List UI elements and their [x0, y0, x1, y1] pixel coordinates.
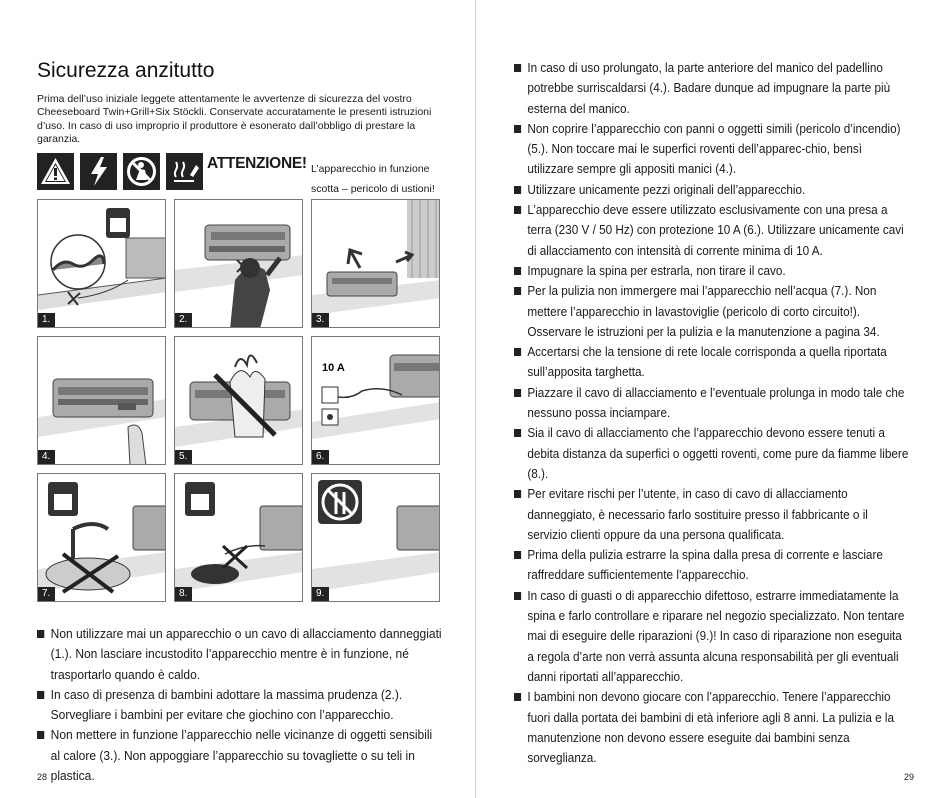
no-children-icon — [123, 153, 160, 190]
figure-4 — [37, 336, 166, 465]
warning-triangle-icon — [37, 153, 74, 190]
electric-shock-icon — [80, 153, 117, 190]
list-item: In caso di uso prolungato, la parte anteriore del manico del padellino potrebbe surriscaldarsi (4.). Badare dunque ad impugnare la parte più esterna del manico. — [514, 58, 911, 119]
illustration-grid — [37, 199, 441, 601]
list-item: Sia il cavo di allacciamento che l’apparecchio devono essere tenuti a debita distanza da superfici o oggetti roventi, come pure da fiamme libere (8.). — [514, 423, 911, 484]
list-item: L’apparecchio deve essere utilizzato esclusivamente con una presa a terra (230 V / 50 Hz) con protezione 10 A (6.). Utilizzare unicamente cavi di allacciamento con intensità di corrente minima di 10 A. — [514, 200, 911, 261]
list-item: In caso di guasti o di apparecchio difettoso, estrarre immediatamente la spina e farlo controllare e riparare nel negozio specializzato. Non tentare mai di eseguire delle riparazioni (9.)! In caso di riparazione non eseguita a regola d’arte non verrà assunta alcuna responsabilità per gli eventuali danni riportati all’apparecchio. — [514, 586, 911, 687]
figure-label: 4. — [38, 450, 55, 464]
figure-label: 8. — [175, 587, 192, 601]
page-number: 29 — [904, 772, 915, 782]
list-item: In caso di presenza di bambini adottare la massima prudenza (2.). Sorvegliare i bambini per evitare che giochino con l’apparecchio. — [37, 685, 442, 726]
attention-text: L’apparecchio in funzione scotta – pericolo di ustioni! — [311, 163, 435, 195]
list-item: Per la pulizia non immergere mai l’apparecchio nell’acqua (7.). Non mettere l’apparecchio in lavastoviglie (pericolo di corto circuito!). Osservare le istruzioni per la pulizia e la manutenzione a pagina 34. — [514, 281, 911, 342]
figure-3 — [311, 199, 440, 328]
figure-5 — [174, 336, 303, 465]
figure-8 — [174, 473, 303, 602]
safety-list-right — [514, 58, 911, 768]
warning-row — [37, 153, 447, 193]
list-item: Accertarsi che la tensione di rete locale corrisponda a quella riportata sull’apposita targhetta. — [514, 342, 911, 383]
list-item: I bambini non devono giocare con l’apparecchio. Tenere l’apparecchio fuori dalla portata dei bambini di età inferiore agli 8 anni. La pulizia e la manutenzione non devono essere eseguite dai bambini senza sorveglianza. — [514, 687, 911, 768]
intro-paragraph: Prima dell’uso iniziale leggete attentamente le avvertenze di sicurezza del vostro Cheeseboard Twin+Grill+Six Stöckli. Conservate accuratamente le presenti istruzioni d’uso. In caso di uso improprio il produttore è esonerato dall’obbligo di prestare la garanzia. — [37, 93, 432, 145]
figure-label: 5. — [175, 450, 192, 464]
figure-label: 1. — [38, 313, 55, 327]
list-item: Per evitare rischi per l’utente, in caso di cavo di allacciamento danneggiato, è necessario farlo sostituire presso il fabbricante o il servizio clienti oppure da una persona qualificata. — [514, 484, 911, 545]
right-page — [475, 0, 950, 798]
list-item: Prima della pulizia estrarre la spina dalla presa di corrente e lasciare raffreddare sufficientemente l’apparecchio. — [514, 545, 911, 586]
page-number: 28 — [37, 772, 48, 782]
figure-6-label-10a: 10 A — [322, 362, 345, 374]
list-item: Non utilizzare mai un apparecchio o un cavo di allacciamento danneggiati (1.). Non lasciare incustodito l’apparecchio mentre è in funzione, né trasportarlo quando è caldo. — [37, 624, 442, 685]
list-item: Non mettere in funzione l’apparecchio nelle vicinanze di oggetti sensibili al calore (3.). Non appoggiare l’apparecchio su tovagliette o su teli in plastica. — [37, 725, 442, 786]
figure-1 — [37, 199, 166, 328]
figure-label: 3. — [312, 313, 329, 327]
figure-2 — [174, 199, 303, 328]
safety-list-left — [37, 624, 442, 786]
figure-label: 2. — [175, 313, 192, 327]
figure-label: 9. — [312, 587, 329, 601]
list-item: Utilizzare unicamente pezzi originali dell’apparecchio. — [514, 180, 911, 200]
hot-surface-icon — [166, 153, 203, 190]
figure-label: 7. — [38, 587, 55, 601]
attention-label: ATTENZIONE! — [207, 155, 307, 172]
list-item: Piazzare il cavo di allacciamento e l’eventuale prolunga in modo tale che nessuno possa inciampare. — [514, 383, 911, 424]
figure-7 — [37, 473, 166, 602]
list-item: Non coprire l’apparecchio con panni o oggetti simili (pericolo d’incendio) (5.). Non toccare mai le superfici roventi dell’apparec-chio, bensì utilizzare sempre gli appositi manici (4.). — [514, 119, 911, 180]
figure-9 — [311, 473, 440, 602]
list-item: Impugnare la spina per estrarla, non tirare il cavo. — [514, 261, 911, 281]
figure-6 — [311, 336, 440, 465]
figure-label: 6. — [312, 450, 329, 464]
page-title: Sicurezza anzitutto — [37, 59, 215, 82]
